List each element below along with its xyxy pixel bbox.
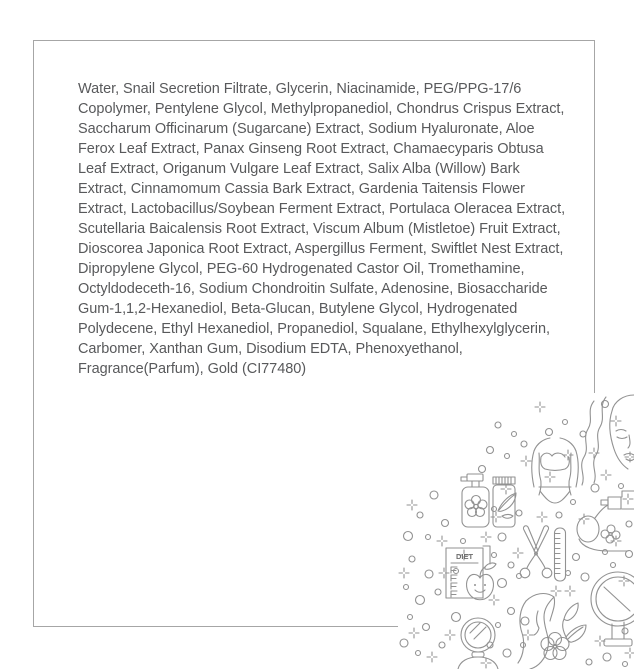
comb-icon xyxy=(555,528,566,581)
beauty-icons-pattern xyxy=(398,393,634,669)
ingredients-text: Water, Snail Secretion Filtrate, Glycerin, Niacinamide, PEG/PPG-17/6 Copolymer, Pentylene Glycol, Methylpropanediol, Chondrus Crispus Extract, Saccharum Officinarum (Sugarcane) Extract, Sodium Hyaluronate, Aloe Ferox Leaf Extract, Panax Ginseng Root Extract, Chamaecyparis Obtusa Leaf Extract, Origanum Vulgare Leaf Extract, Salix Alba (Willow) Bark Extract, Cinnamomum Cassia Bark Extract, Gardenia Taitensis Flower Extract, Lactobacillus/Soybean Ferment Extract, Portulaca Oleracea Extract, Scutellaria Baicalensis Root Extract, Viscum Album (Mistletoe) Fruit Extract, Dioscorea Japonica Root Extract, Aspergillus Ferment, Swiftlet Nest Extract, Dipropylene Glycol, PEG-60 Hydrogenated Castor Oil, Tromethamine, Octyldodeceth-16, Sodium Chondroitin Sulfate, Adenosine, Biosaccharide Gum-1,1,2-Hexanediol, Beta-Glucan, Butylene Glycol, Hydrogenated Polydecene, Ethyl Hexanediol, Propanediol, Squalane, Ethylhexylglycerin, Carbomer, Xanthan Gum, Disodium EDTA, Phenoxyethanol, Fragrance(Parfum), Gold (CI77480) xyxy=(78,81,566,377)
woman-face-icon xyxy=(582,395,634,485)
apple-icon xyxy=(467,563,496,600)
bikini-body-icon xyxy=(532,438,579,503)
perfume-atomizer-icon xyxy=(577,491,634,551)
diet-label: DIET xyxy=(455,552,474,561)
sparkle-icons xyxy=(399,402,634,668)
diet-list-icon xyxy=(446,546,490,598)
cosmetic-bottle-icon xyxy=(461,474,489,527)
vanity-mirror-icon xyxy=(591,572,634,646)
scissors-icon xyxy=(520,526,552,578)
